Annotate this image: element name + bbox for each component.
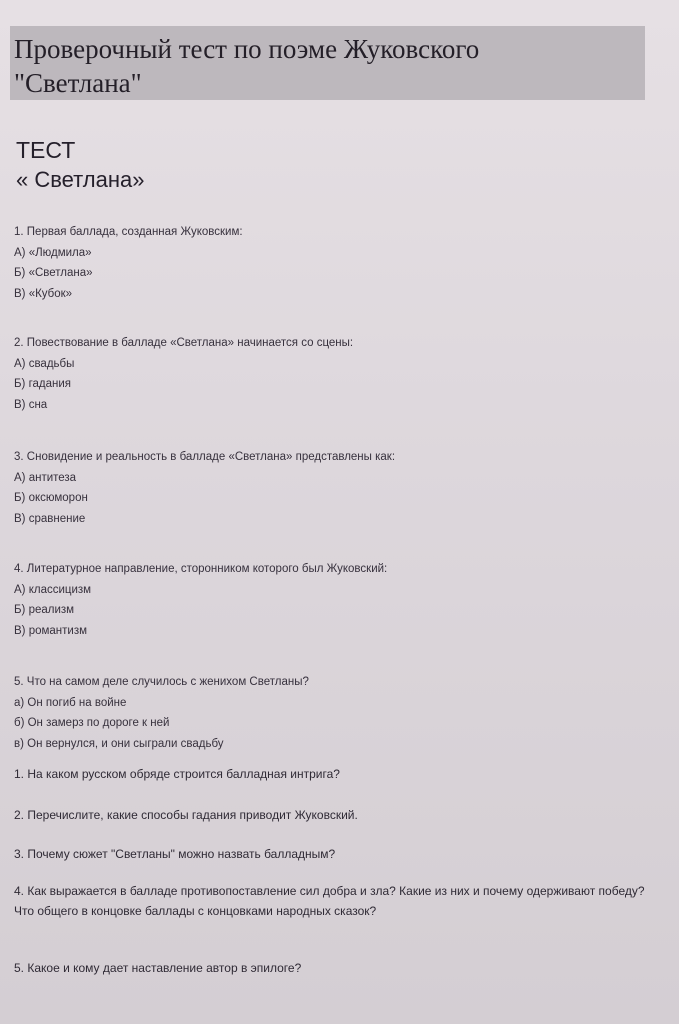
answer-option: В) «Кубок» (14, 287, 73, 300)
answer-option: б) Он замерз по дороге к ней (14, 717, 170, 729)
question-text: 3. Сновидение и реальность в балладе «Светлана» представлены как: (14, 451, 396, 463)
open-question-5 (14, 958, 654, 978)
page-title (14, 32, 634, 100)
question-5 (14, 672, 654, 754)
answer-option: Б) «Светлана» (14, 267, 93, 279)
answer-option: А) классицизм (14, 583, 92, 596)
page-title-line-2: "Светлана" (14, 68, 142, 98)
question-text: 2. Повествование в балладе «Светлана» начинается со сцены: (14, 337, 354, 349)
open-question-text: 2. Перечислите, какие способы гадания приводит Жуковский. (14, 808, 358, 822)
open-question-3 (14, 844, 654, 864)
open-question-text: 4. Как выражается в балладе противопоставление сил добра и зла? Какие из них и почему одерживают победу? Что общего в концовке баллады с концовками народных сказок? (14, 884, 645, 918)
open-question-4 (14, 881, 662, 921)
answer-option: А) антитеза (14, 471, 77, 484)
question-2 (14, 333, 654, 415)
question-1 (14, 222, 654, 304)
test-subheading: « Светлана» (16, 167, 145, 192)
question-3 (14, 447, 654, 529)
answer-option: Б) гадания (14, 378, 72, 390)
answer-option: В) сравнение (14, 512, 86, 525)
open-question-text: 1. На каком русском обряде строится балладная интрига? (14, 767, 340, 781)
answer-option: В) сна (14, 398, 48, 411)
page-title-line-1: Проверочный тест по поэме Жуковского (14, 34, 480, 64)
open-question-1 (14, 764, 654, 784)
open-question-text: 5. Какое и кому дает наставление автор в эпилоге? (14, 961, 302, 975)
answer-option: в) Он вернулся, и они сыграли свадьбу (14, 737, 224, 750)
answer-option: В) романтизм (14, 624, 88, 637)
answer-option: А) свадьбы (14, 357, 75, 370)
question-text: 4. Литературное направление, сторонником которого был Жуковский: (14, 563, 388, 575)
answer-option: Б) реализм (14, 604, 75, 616)
question-text: 1. Первая баллада, созданная Жуковским: (14, 226, 243, 238)
question-4 (14, 559, 654, 641)
open-question-2 (14, 805, 654, 825)
open-question-text: 3. Почему сюжет "Светланы" можно назвать балладным? (14, 847, 336, 861)
answer-option: Б) оксюморон (14, 492, 88, 504)
question-text: 5. Что на самом деле случилось с женихом Светланы? (14, 676, 309, 688)
answer-option: а) Он погиб на войне (14, 696, 127, 709)
test-heading: ТЕСТ (16, 137, 76, 163)
answer-option: А) «Людмила» (14, 246, 92, 259)
